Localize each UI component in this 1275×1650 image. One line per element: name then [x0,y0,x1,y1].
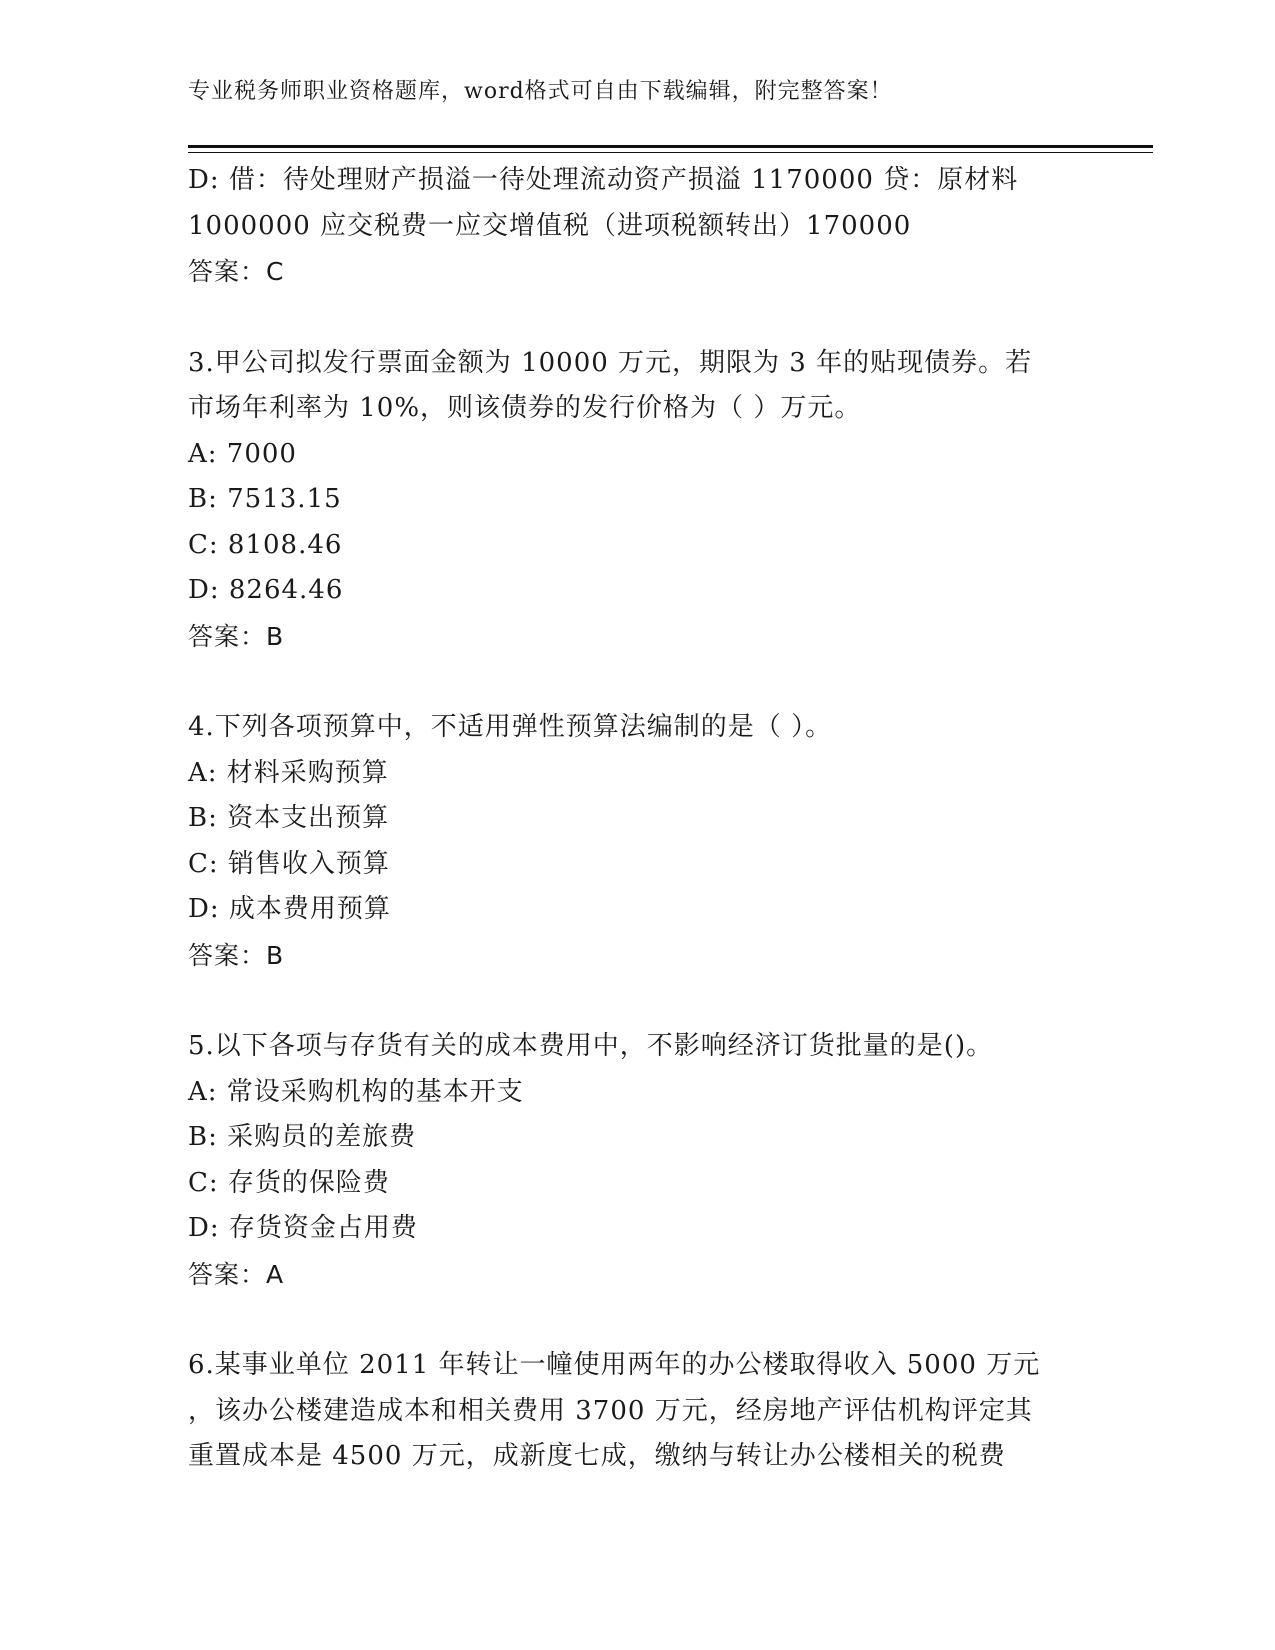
question-stem-continued: ，该办公楼建造成本和相关费用 3700 万元，经房地产评估机构评定其 [188,1395,1033,1426]
option-d: D: 借：待处理财产损溢一待处理流动资产损溢 1170000 贷：原材料 [188,165,1019,195]
question-6 [188,1343,1108,1480]
question-stem: 3.甲公司拟发行票面金额为 10000 万元，期限为 3 年的贴现债券。若 [188,347,1033,378]
question-5 [188,1024,1108,1297]
question-3 [188,341,1108,660]
option-d: D: 8264.46 [188,575,344,605]
answer: 答案：B [188,940,285,970]
option-b: B: 7513.15 [188,484,342,514]
answer: 答案：A [188,1259,285,1289]
header-rule-thin [188,152,1153,153]
prev-question-tail [188,158,1108,295]
option-a: A: 7000 [188,438,297,469]
option-a: A: 常设采购机构的基本开支 [188,1076,524,1107]
question-stem: 5.以下各项与存货有关的成本费用中，不影响经济订货批量的是()。 [188,1031,994,1061]
question-stem: 6.某事业单位 2011 年转让一幢使用两年的办公楼取得收入 5000 万元 [188,1350,1041,1380]
answer: 答案：C [188,257,285,286]
option-c: C: 存货的保险费 [188,1167,390,1198]
option-d: D: 成本费用预算 [188,894,391,924]
answer: 答案：B [188,621,285,651]
option-c: C: 销售收入预算 [188,848,390,879]
question-stem-continued: 重置成本是 4500 万元，成新度七成，缴纳与转让办公楼相关的税费 [188,1441,1006,1471]
header-rule-thick [188,145,1153,148]
option-d-continued: 1000000 应交税费一应交增值税（进项税额转出）170000 [188,210,912,241]
option-b: B: 采购员的差旅费 [188,1122,417,1152]
question-stem-continued: 市场年利率为 10%，则该债券的发行价格为（ ）万元。 [188,393,862,423]
option-a: A: 材料采购预算 [188,757,389,788]
question-4 [188,705,1108,978]
option-d: D: 存货资金占用费 [188,1213,418,1243]
page-header: 专业税务师职业资格题库，word格式可自由下载编辑，附完整答案！ [188,79,893,104]
option-c: C: 8108.46 [188,529,343,560]
question-stem: 4.下列各项预算中，不适用弹性预算法编制的是（ ）。 [188,712,833,742]
document-body [188,158,1108,1480]
option-b: B: 资本支出预算 [188,803,390,833]
